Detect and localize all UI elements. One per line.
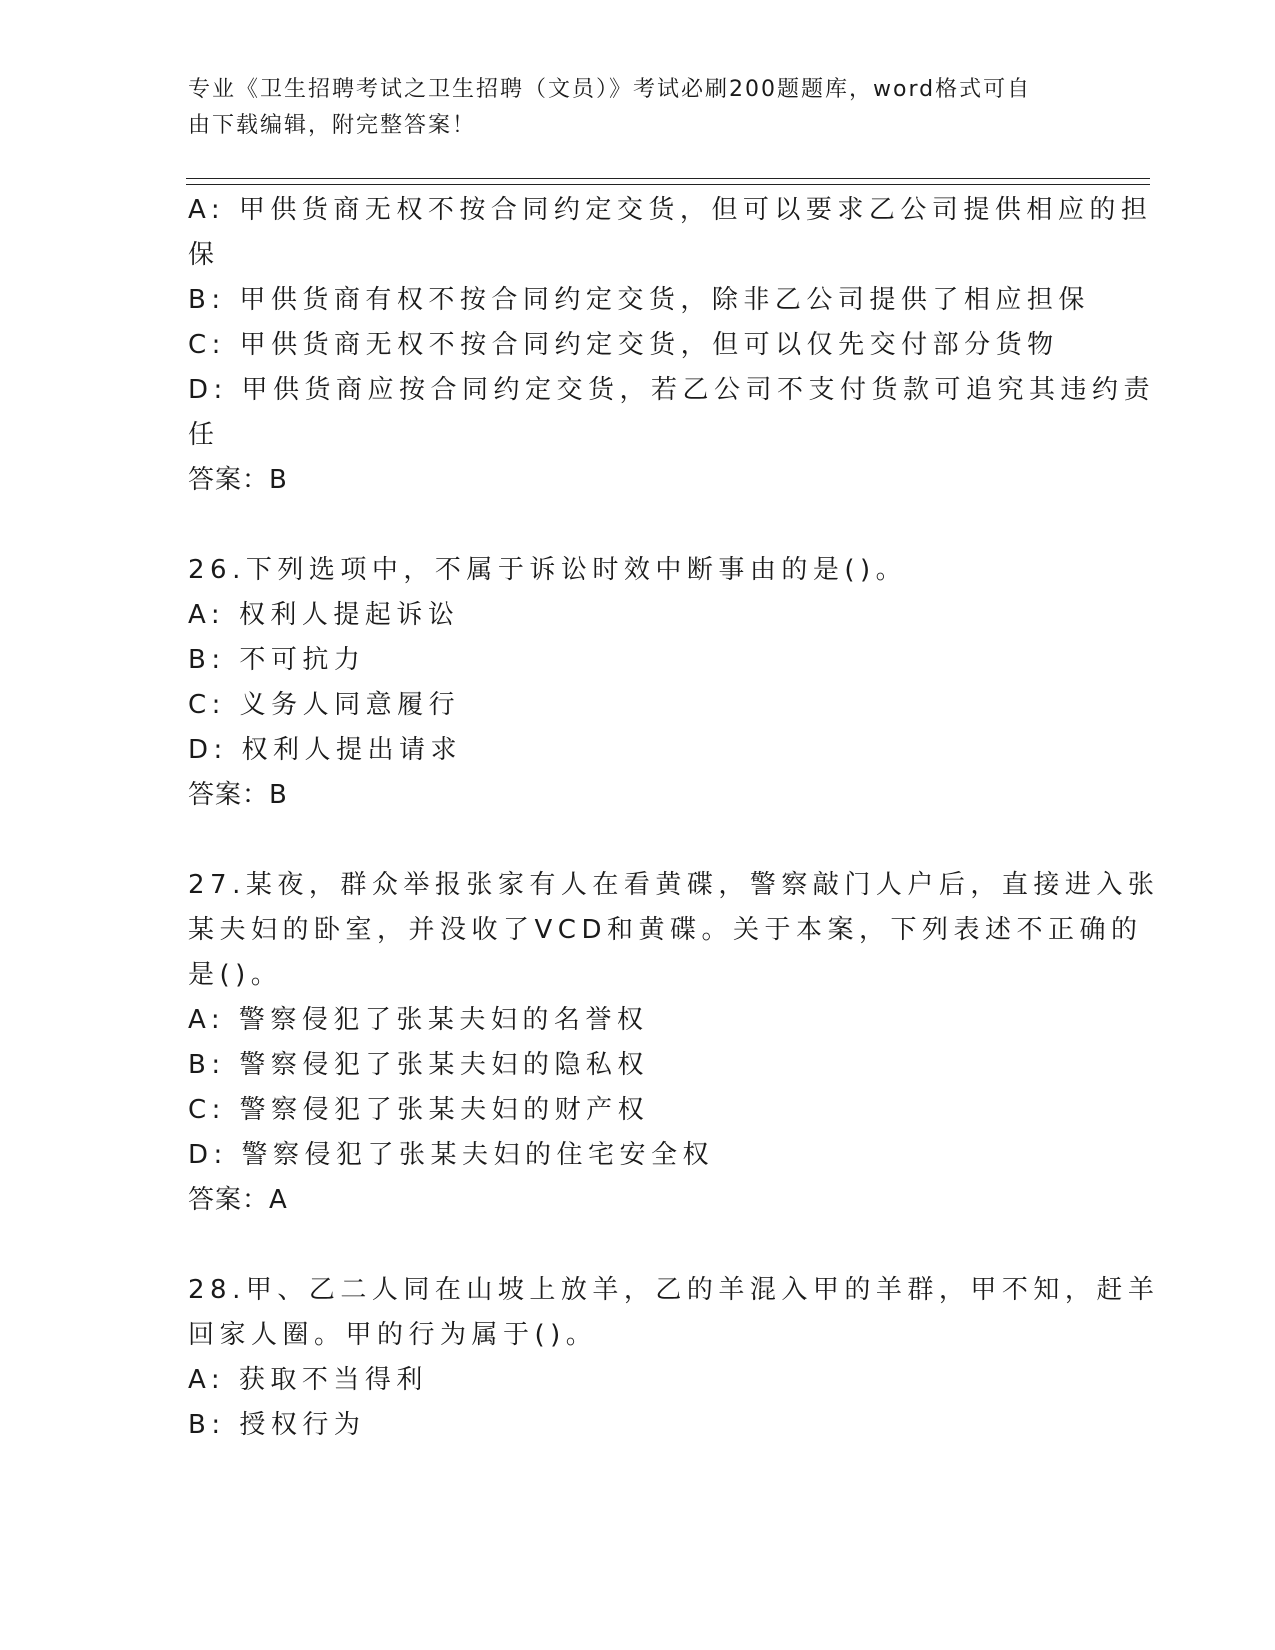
question-stem-line-3: 是()。 <box>188 960 283 990</box>
option-a: A: 权利人提起诉讼 <box>188 600 460 630</box>
option-d-line-2: 任 <box>188 420 220 450</box>
spacer <box>188 503 1068 548</box>
option-c: C: 甲供货商无权不按合同约定交货，但可以仅先交付部分货物 <box>188 330 1059 360</box>
header-line-1: 专业《卫生招聘考试之卫生招聘（文员）》考试必刷200题题库，word格式可自 <box>188 77 1032 102</box>
spacer <box>188 1223 1068 1268</box>
option-a-line-2: 保 <box>188 240 220 270</box>
option-b: B: 不可抗力 <box>188 645 366 675</box>
question-27 <box>188 863 1160 1223</box>
answer: 答案：A <box>188 1185 288 1215</box>
option-b: B: 授权行为 <box>188 1410 366 1440</box>
option-d-line-1: D: 甲供货商应按合同约定交货，若乙公司不支付货款可追究其违约责 <box>188 375 1156 405</box>
option-a: A: 警察侵犯了张某夫妇的名誉权 <box>188 1005 649 1035</box>
option-b: B: 警察侵犯了张某夫妇的隐私权 <box>188 1050 649 1080</box>
question-stem-line-2: 回家人圈。甲的行为属于()。 <box>188 1320 598 1350</box>
question-26 <box>188 548 1068 818</box>
answer: 答案：B <box>188 780 288 810</box>
option-d: D: 权利人提出请求 <box>188 735 463 765</box>
spacer <box>188 818 1068 863</box>
option-c: C: 义务人同意履行 <box>188 690 461 720</box>
header-line-2: 由下载编辑，附完整答案！ <box>188 113 477 138</box>
option-d: D: 警察侵犯了张某夫妇的住宅安全权 <box>188 1140 715 1170</box>
document-header <box>188 72 1068 144</box>
answer: 答案：B <box>188 465 288 495</box>
question-stem-line-1: 27.某夜，群众举报张家有人在看黄碟，警察敲门人户后，直接进入张 <box>188 870 1160 900</box>
option-b: B: 甲供货商有权不按合同约定交货，除非乙公司提供了相应担保 <box>188 285 1090 315</box>
question-28 <box>188 1268 1160 1448</box>
question-stem-line-2: 某夫妇的卧室，并没收了VCD和黄碟。关于本案，下列表述不正确的 <box>188 915 1143 945</box>
question-content <box>188 188 1160 1448</box>
option-c: C: 警察侵犯了张某夫妇的财产权 <box>188 1095 650 1125</box>
option-a: A: 获取不当得利 <box>188 1365 428 1395</box>
prev-question-block <box>188 188 1156 503</box>
header-divider-bottom <box>186 184 1150 185</box>
option-a-line-1: A: 甲供货商无权不按合同约定交货，但可以要求乙公司提供相应的担 <box>188 195 1153 225</box>
question-stem: 26.下列选项中，不属于诉讼时效中断事由的是()。 <box>188 555 908 585</box>
question-stem-line-1: 28.甲、乙二人同在山坡上放羊，乙的羊混入甲的羊群，甲不知，赶羊 <box>188 1275 1160 1305</box>
header-divider-top <box>186 178 1150 179</box>
